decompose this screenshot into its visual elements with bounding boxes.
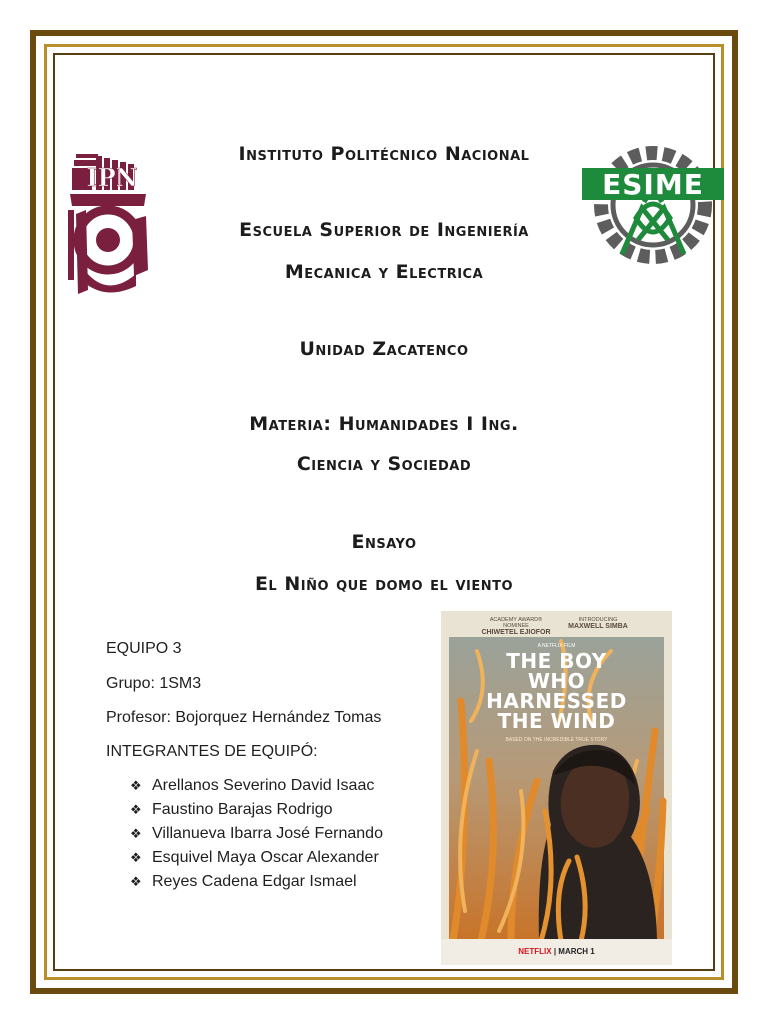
poster-tagline: BASED ON THE INCREDIBLE TRUE STORY bbox=[505, 737, 608, 743]
netflix-logo-text: NETFLIX bbox=[518, 947, 552, 956]
poster-title-line3: HARNESSED bbox=[486, 689, 627, 713]
poster-title-line4: THE WIND bbox=[497, 709, 616, 733]
poster-divider: | bbox=[553, 947, 559, 956]
poster-footer bbox=[441, 939, 672, 965]
diamond-bullet-icon: ❖ bbox=[130, 850, 142, 865]
document-title: El Niño que domo el viento bbox=[254, 573, 514, 595]
credit-left-name: CHIWETEL EJIOFOR bbox=[481, 629, 551, 636]
member-name: Villanueva Ibarra José Fernando bbox=[152, 825, 383, 842]
credit-right-name: MAXWELL SIMBA bbox=[568, 623, 628, 630]
member-name: Reyes Cadena Edgar Ismael bbox=[152, 873, 357, 890]
members-heading: INTEGRANTES DE EQUIPÓ: bbox=[106, 743, 318, 760]
group-label: Grupo: 1SM3 bbox=[106, 675, 202, 692]
poster-credits bbox=[441, 617, 672, 639]
document-type: Ensayo bbox=[351, 531, 417, 553]
subject-line1: Materia: Humanidades I Ing. bbox=[249, 413, 519, 435]
school-name-line1: Escuela Superior de Ingeniería bbox=[239, 219, 529, 241]
professor-label: Profesor: Bojorquez Hernández Tomas bbox=[106, 709, 382, 726]
list-item bbox=[130, 774, 383, 798]
member-name: Arellanos Severino David Isaac bbox=[152, 777, 375, 794]
poster-title-line1: THE BOY bbox=[506, 649, 607, 673]
poster-release-date: MARCH 1 bbox=[558, 947, 595, 956]
diamond-bullet-icon: ❖ bbox=[130, 874, 142, 889]
poster-presenter: A NETFLIX FILM bbox=[537, 643, 576, 649]
list-item bbox=[130, 846, 383, 870]
list-item bbox=[130, 870, 383, 894]
team-label: EQUIPO 3 bbox=[106, 640, 182, 657]
credit-right-top: INTRODUCING bbox=[578, 617, 618, 623]
poster-credit-right bbox=[563, 617, 633, 630]
school-name-line2: Mecanica y Electrica bbox=[284, 261, 484, 283]
poster-credit-left bbox=[481, 617, 551, 636]
unit-name: Unidad Zacatenco bbox=[299, 338, 469, 360]
movie-poster bbox=[441, 611, 672, 965]
list-item bbox=[130, 798, 383, 822]
diamond-bullet-icon: ❖ bbox=[130, 802, 142, 817]
diamond-bullet-icon: ❖ bbox=[130, 778, 142, 793]
member-name: Faustino Barajas Rodrigo bbox=[152, 801, 333, 818]
esime-logo-text: ESIME bbox=[602, 168, 704, 201]
ipn-logo-text: IPN bbox=[86, 163, 138, 192]
subject-line2: Ciencia y Sociedad bbox=[296, 453, 472, 475]
member-name: Esquivel Maya Oscar Alexander bbox=[152, 849, 379, 866]
poster-title-line2: WHO bbox=[527, 669, 586, 693]
poster-title bbox=[441, 651, 672, 731]
credit-left-top: ACADEMY AWARD® NOMINEE bbox=[489, 617, 543, 629]
diamond-bullet-icon: ❖ bbox=[130, 826, 142, 841]
institution-name: Instituto Politécnico Nacional bbox=[238, 143, 530, 165]
members-list bbox=[130, 774, 383, 894]
list-item bbox=[130, 822, 383, 846]
